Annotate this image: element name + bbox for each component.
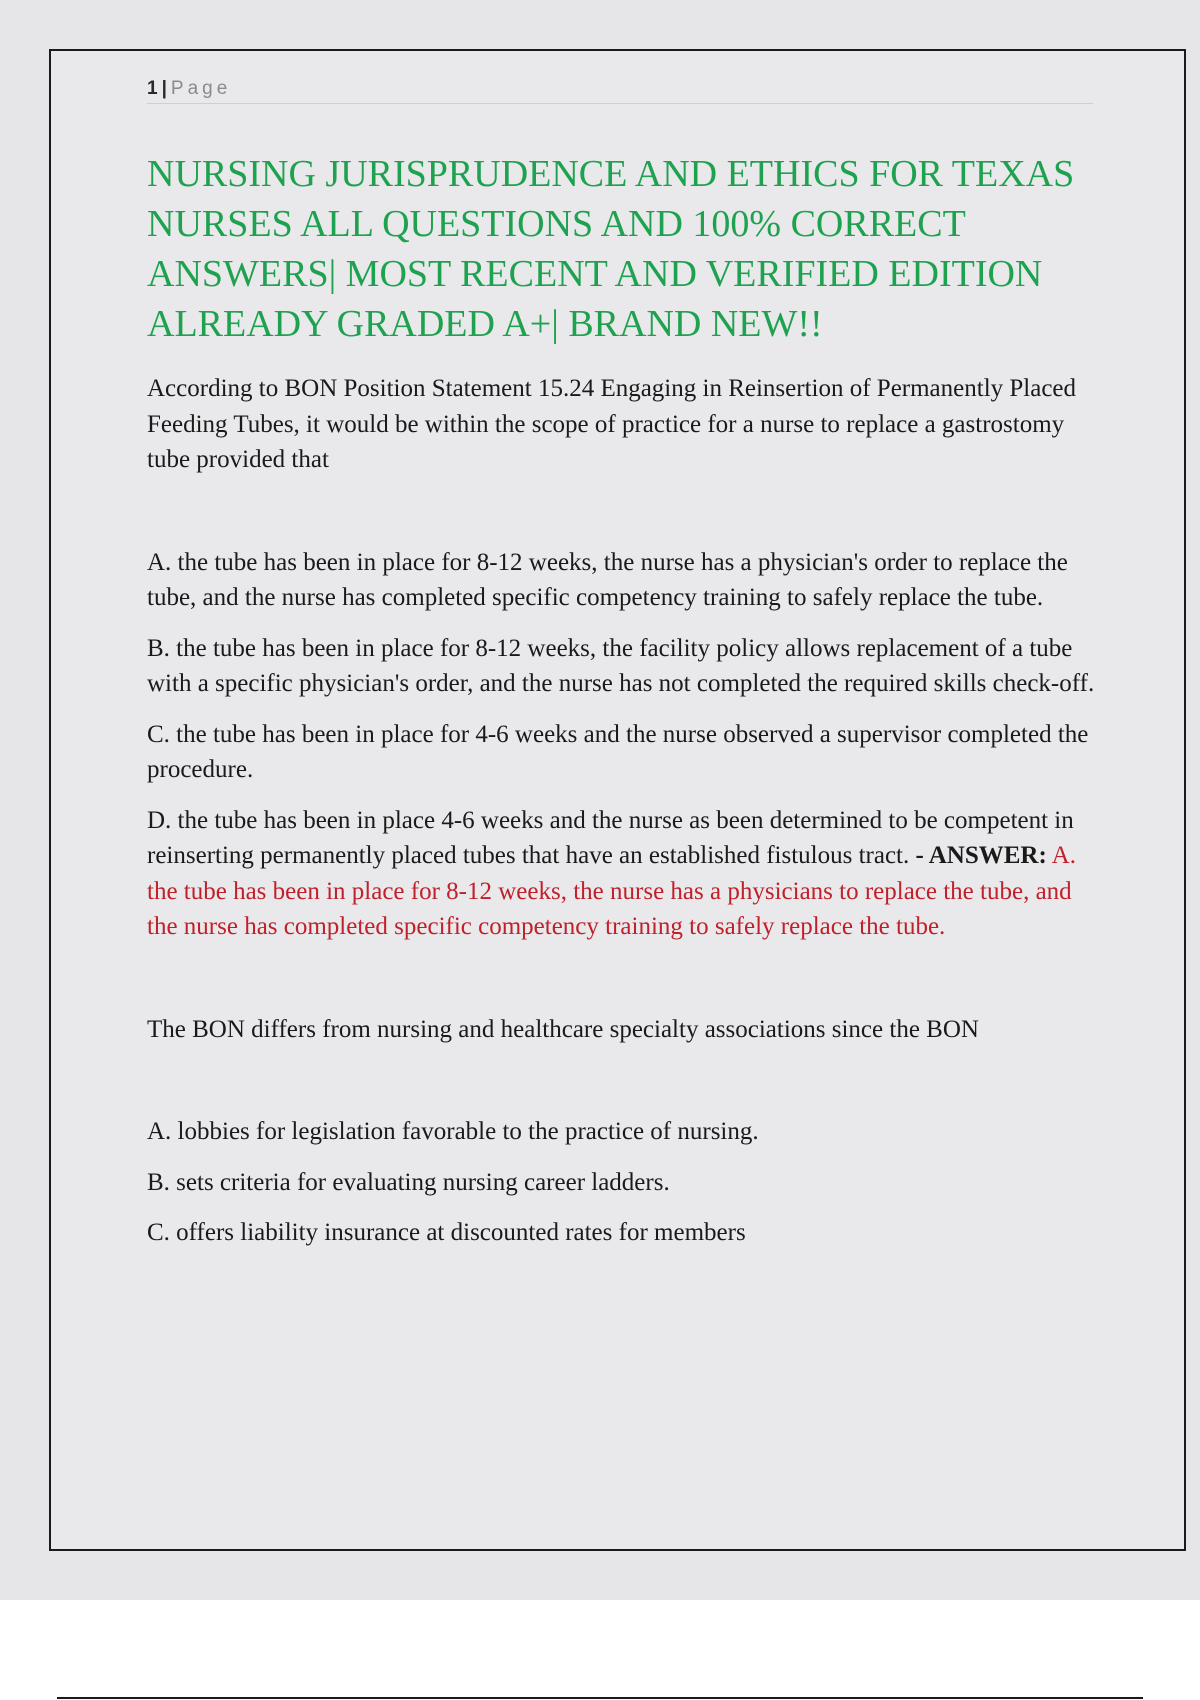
question-2-prompt: The BON differs from nursing and healthcare specialty associations since the BON — [147, 1015, 979, 1043]
question-1-option-d-with-answer — [147, 803, 1097, 945]
page-header-separator: | — [161, 78, 167, 99]
page-label: Page — [170, 78, 232, 99]
question-1-option-c: C. the tube has been in place for 4-6 weeks and the nurse observed a supervisor completed the procedure. — [147, 720, 1089, 783]
question-2-option-c: C. offers liability insurance at discounted rates for members — [147, 1219, 746, 1246]
question-1-prompt: According to BON Position Statement 15.24 Engaging in Reinsertion of Permanently Placed Feeding Tubes, it would be within the scope of practice for a nurse to replace a gastrostomy tube provided that — [147, 375, 1077, 473]
page-number: 1 — [147, 78, 158, 99]
question-1-option-a: A. the tube has been in place for 8-12 weeks, the nurse has a physician's order to replace the tube, and the nurse has completed specific competency training to safely replace the tube. — [147, 548, 1068, 611]
question-1-option-d: D. the tube has been in place 4-6 weeks and the nurse as been determined to be competent in reinserting permanently placed tubes that have an established fistulous tract. — [147, 806, 1074, 869]
answer-label: - ANSWER: — [915, 842, 1047, 869]
document-title: NURSING JURISPRUDENCE AND ETHICS FOR TEXAS NURSES ALL QUESTIONS AND 100% CORRECT ANSWERS| MOST RECENT AND VERIFIED EDITION ALREADY GRADED A+| BRAND NEW!! — [147, 153, 1075, 345]
page-header — [147, 75, 1093, 104]
question-2-option-a: A. lobbies for legislation favorable to the practice of nursing. — [147, 1118, 759, 1145]
page-content — [147, 149, 1097, 1266]
question-2-option-b: B. sets criteria for evaluating nursing career ladders. — [147, 1168, 670, 1196]
next-page-top-rule — [57, 1697, 1143, 1699]
question-1-option-b: B. the tube has been in place for 8-12 weeks, the facility policy allows replacement of a tube with a specific physician's order, and the nurse has not completed the required skills check-off. — [147, 634, 1095, 697]
document-page — [49, 49, 1186, 1551]
question-1-answer: A. the tube has been in place for 8-12 weeks, the nurse has a physicians to replace the tube, and the nurse has completed specific competency training to safely replace the tube. — [147, 842, 1076, 940]
